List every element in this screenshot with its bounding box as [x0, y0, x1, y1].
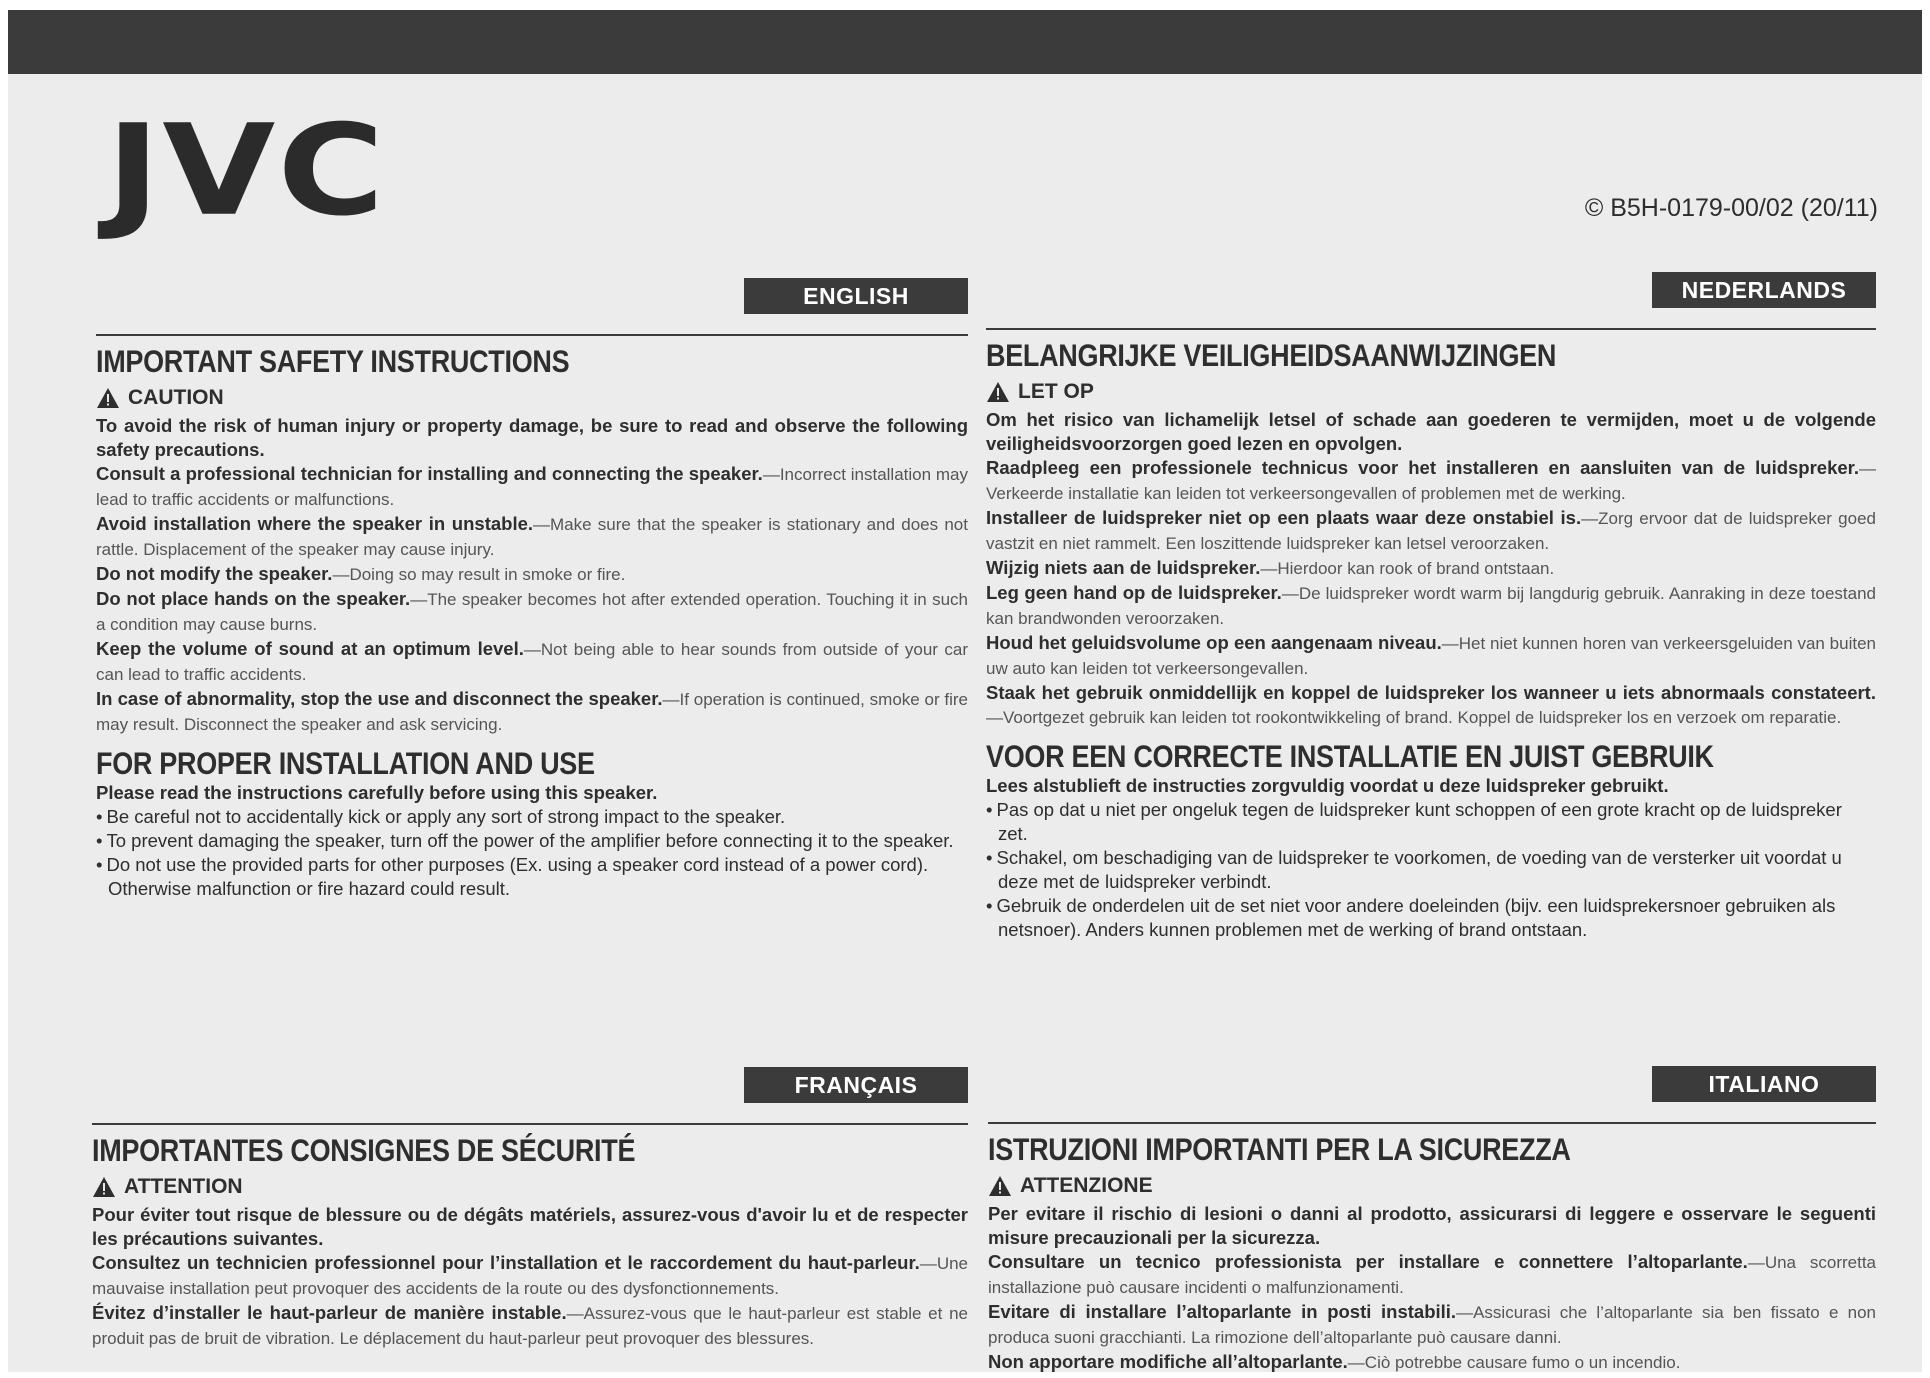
divider [96, 334, 968, 336]
safety-item: Wijzig niets aan de luidspreker.—Hierdoor kan rook of brand ontstaan. [986, 557, 1555, 578]
subsection-intro: Lees alstublieft de instructies zorgvuldig voordat u deze luidspreker gebruikt. [986, 775, 1669, 796]
caution-label: LET OP [1018, 380, 1094, 403]
safety-item: Consult a professional technician for installing and connecting the speaker.—Incorrect installation may lead to traffic accidents or malfunctions. [96, 463, 968, 509]
section-title: ISTRUZIONI IMPORTANTI PER LA SICUREZZA [988, 1132, 1571, 1167]
safety-item: Do not modify the speaker.—Doing so may result in smoke or fire. [96, 563, 626, 584]
safety-item: Houd het geluidsvolume op een aangenaam niveau.—Het niet kunnen horen van verkeersgeluiden van buiten uw auto kan leiden tot verkeersongevallen. [986, 632, 1876, 678]
language-label: NEDERLANDS [1652, 272, 1876, 308]
bullet-list [96, 805, 968, 901]
jvc-logo: JVC [106, 97, 387, 244]
caution-heading [986, 380, 1876, 404]
bullet-item: • Schakel, om beschadiging van de luidspreker te voorkomen, de voeding van de versterker uit voordat u deze met de luidspreker verbindt. [986, 846, 1876, 894]
caution-label: ATTENTION [124, 1175, 243, 1198]
section-title: IMPORTANTES CONSIGNES DE SÉCURITÉ [92, 1133, 636, 1168]
warning-triangle-icon [92, 1176, 116, 1198]
bullet-list [986, 798, 1876, 942]
intro-text: Om het risico van lichamelijk letsel of schade aan goederen te vermijden, moet u de volgende veiligheidsvoorzorgen goed lezen en opvolgen. [986, 409, 1876, 454]
safety-item: Installeer de luidspreker niet op een plaats waar deze onstabiel is.—Zorg ervoor dat de luidspreker goed vastzit en niet rammelt. Een loszittende luidspreker kan letsel veroorzaken. [986, 507, 1876, 553]
safety-item: Leg geen hand op de luidspreker.—De luidspreker wordt warm bij langdurig gebruik. Aanraking in deze toestand kan brandwonden veroorzaken. [986, 582, 1876, 628]
safety-item: Staak het gebruik onmiddellijk en koppel de luidspreker los wanneer u iets abnormaals constateert.—Voortgezet gebruik kan leiden tot rookontwikkeling of brand. Koppel de luidspreker los en verzoek om reparatie. [986, 682, 1876, 727]
safety-item: Consultare un tecnico professionista per installare e connettere l’altoparlante.—Una scorretta installazione può causare incidenti o malfunzionamenti. [988, 1251, 1877, 1297]
safety-item: Evitare di installare l’altoparlante in posti instabili.—Assicurasi che l’altoparlante sia ben fissato e non produca suoni gracchianti. La rimozione dell’altoparlante può causare danni. [988, 1301, 1876, 1347]
divider [988, 1122, 1876, 1124]
caution-heading [988, 1174, 1876, 1198]
warning-triangle-icon [986, 381, 1010, 403]
bullet-item: • Be careful not to accidentally kick or apply any sort of strong impact to the speaker. [96, 805, 968, 829]
section-dutch [986, 272, 1876, 942]
divider [986, 328, 1876, 330]
section-french [92, 1067, 968, 1351]
safety-item: Avoid installation where the speaker in unstable.—Make sure that the speaker is stationary and does not rattle. Displacement of the speaker may cause injury. [96, 513, 968, 559]
safety-item: Non apportare modifiche all’altoparlante.—Ciò potrebbe causare fumo o un incendio. [988, 1351, 1681, 1372]
safety-item: Consultez un technicien professionnel pour l’installation et le raccordement du haut-parleur.—Une mauvaise installation peut provoquer des accidents de la route ou des dysfonctionnements. [92, 1252, 968, 1298]
bullet-item: • Gebruik de onderdelen uit de set niet voor andere doeleinden (bijv. een luidsprekersnoer gebruiken als netsnoer). Anders kunnen problemen met de werking of brand ontstaan. [986, 894, 1876, 942]
intro-text: Pour éviter tout risque de blessure ou de dégâts matériels, assurez-vous d'avoir lu et de respecter les précautions suivantes. [92, 1204, 968, 1249]
language-label: ENGLISH [744, 278, 968, 314]
subsection-intro: Please read the instructions carefully before using this speaker. [96, 782, 658, 803]
document-code: © B5H-0179-00/02 (20/11) [1584, 194, 1878, 222]
subsection-title: FOR PROPER INSTALLATION AND USE [96, 746, 595, 781]
safety-item: In case of abnormality, stop the use and disconnect the speaker.—If operation is continued, smoke or fire may result. Disconnect the speaker and ask servicing. [96, 688, 969, 734]
caution-heading [96, 386, 968, 410]
section-english [96, 278, 968, 901]
caution-label: ATTENZIONE [1020, 1174, 1153, 1197]
intro-text: Per evitare il rischio di lesioni o danni al prodotto, assicurarsi di leggere e osservare le seguenti misure precauzionali per la sicurezza. [988, 1203, 1876, 1248]
divider [92, 1123, 968, 1125]
caution-label: CAUTION [128, 386, 224, 409]
subsection-title: VOOR EEN CORRECTE INSTALLATIE EN JUIST GEBRUIK [986, 739, 1714, 774]
safety-item: Do not place hands on the speaker.—The speaker becomes hot after extended operation. Touching it in such a condition may cause burns. [96, 588, 968, 634]
safety-item: Évitez d’installer le haut-parleur de manière instable.—Assurez-vous que le haut-parleur est stable et ne produit pas de bruit de vibration. Le déplacement du haut-parleur peut provoquer des blessures. [92, 1302, 968, 1348]
language-label: ITALIANO [1652, 1066, 1876, 1102]
section-title: BELANGRIJKE VEILIGHEIDSAANWIJZINGEN [986, 338, 1557, 373]
section-title: IMPORTANT SAFETY INSTRUCTIONS [96, 344, 570, 379]
intro-text: To avoid the risk of human injury or property damage, be sure to read and observe the following safety precautions. [96, 415, 968, 460]
top-bar [8, 10, 1922, 74]
section-italian [988, 1066, 1876, 1375]
bullet-item: • Do not use the provided parts for other purposes (Ex. using a speaker cord instead of a power cord). Otherwise malfunction or fire hazard could result. [96, 853, 968, 901]
caution-heading [92, 1175, 968, 1199]
warning-triangle-icon [96, 387, 120, 409]
bullet-item: • To prevent damaging the speaker, turn off the power of the amplifier before connecting it to the speaker. [96, 829, 968, 853]
safety-item: Raadpleeg een professionele technicus voor het installeren en aansluiten van de luidspreker.—Verkeerde installatie kan leiden tot verkeersongevallen of problemen met de werking. [986, 457, 1876, 503]
safety-item: Keep the volume of sound at an optimum level.—Not being able to hear sounds from outside of your car can lead to traffic accidents. [96, 638, 968, 684]
language-label: FRANÇAIS [744, 1067, 968, 1103]
warning-triangle-icon [988, 1175, 1012, 1197]
bullet-item: • Pas op dat u niet per ongeluk tegen de luidspreker kunt schoppen of een grote kracht op de luidspreker zet. [986, 798, 1876, 846]
